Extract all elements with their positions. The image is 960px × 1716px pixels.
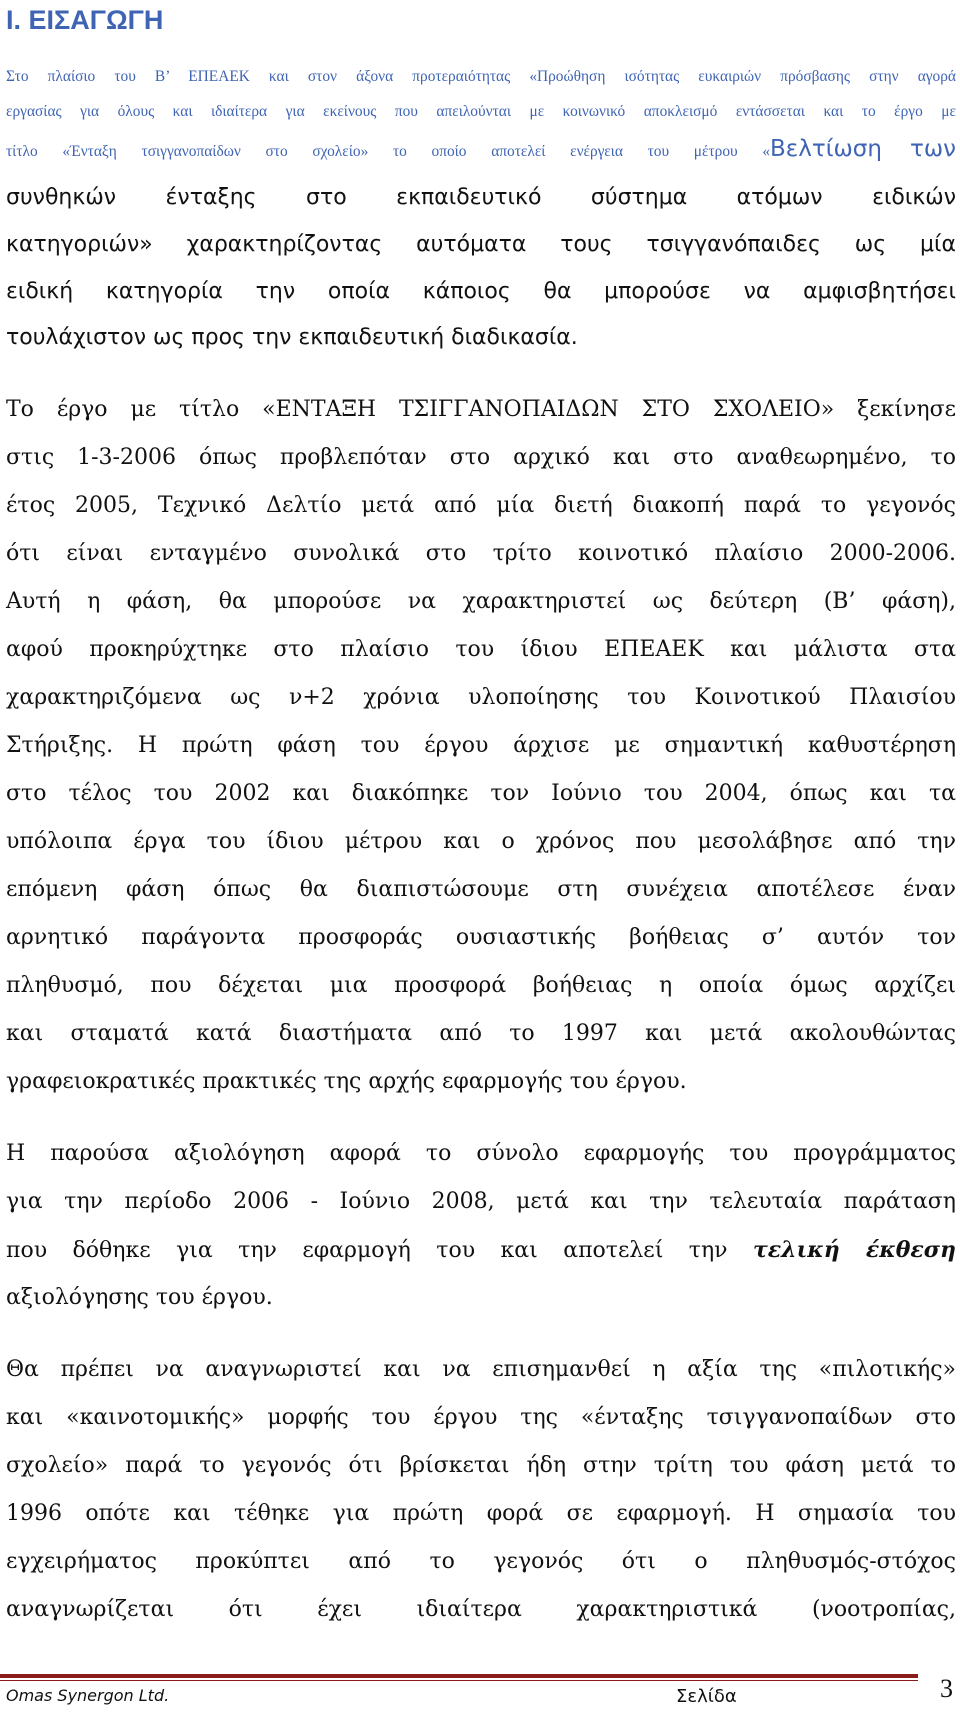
page-number: 3 (940, 1674, 953, 1703)
para2-line-text: που δόθηκε για την εφαρμογή του και αποτελεί την (6, 1238, 753, 1263)
para1-line: έτος 2005, Τεχνικό Δελτίο μετά από μία διετή διακοπή παρά το γεγονός (6, 493, 956, 518)
intro-line-1: Στο πλαίσιο του Β’ ΕΠΕΑΕΚ και στον άξονα προτεραιότητας «Προώθηση ισότητας ευκαιριών πρόσβασης στην αγορά (6, 68, 956, 85)
intro-line-7: τουλάχιστον ως προς την εκπαιδευτική διαδικασία. (6, 325, 578, 350)
para1-line: υπόλοιπα έργα του ίδιου μέτρου και ο χρόνος που μεσολάβησε από την (6, 829, 956, 854)
intro-line-5: κατηγοριών» χαρακτηρίζοντας αυτόματα τους τσιγγανόπαιδες ως μία (6, 232, 956, 257)
para3-line: Θα πρέπει να αναγνωριστεί και να επισημανθεί η αξία της «πιλοτικής» (6, 1357, 956, 1382)
para1-line: γραφειοκρατικές πρακτικές της αρχής εφαρμογής του έργου. (6, 1069, 687, 1094)
para3-line: σχολείο» παρά το γεγονός ότι βρίσκεται ήδη στην τρίτη του φάση μετά το (6, 1453, 956, 1478)
para1-line: αφού προκηρύχτηκε στο πλαίσιο του ίδιου ΕΠΕΑΕΚ και μάλιστα στα (6, 637, 956, 662)
footer-rule-thin (0, 1680, 918, 1681)
para1-line: στο τέλος του 2002 και διακόπηκε τον Ιούνιο του 2004, όπως και τα (6, 781, 956, 806)
para1-line: και σταματά κατά διαστήματα από το 1997 και μετά ακολουθώντας (6, 1021, 956, 1046)
para1-line: Στήριξης. Η πρώτη φάση του έργου άρχισε με σημαντική καθυστέρηση (6, 733, 956, 758)
para1-line: πληθυσμό, που δέχεται μια προσφορά βοήθειας η οποία όμως αρχίζει (6, 973, 956, 998)
intro-line-3 (6, 134, 956, 164)
para2-line: Η παρούσα αξιολόγηση αφορά το σύνολο εφαρμογής του προγράμματος (6, 1141, 956, 1166)
para1-line: επόμενη φάση όπως θα διαπιστώσουμε στη συνέχεια αποτέλεσε έναν (6, 877, 956, 902)
footer-page-label: Σελίδα (676, 1686, 737, 1707)
footer-company: Omas Synergon Ltd. (6, 1686, 170, 1705)
section-heading: I. ΕΙΣΑΓΩΓΗ (6, 5, 164, 35)
intro-line-6: ειδική κατηγορία την οποία κάποιος θα μπορούσε να αμφισβητήσει (6, 279, 956, 304)
final-report-emphasis: τελική έκθεση (753, 1237, 956, 1263)
para2-line (6, 1232, 956, 1268)
para3-line: αναγνωρίζεται ότι έχει ιδιαίτερα χαρακτηριστικά (νοοτροπίας, (6, 1597, 956, 1622)
para1-line: Το έργο με τίτλο «ΕΝΤΑΞΗ ΤΣΙΓΓΑΝΟΠΑΙΔΩΝ ΣΤΟ ΣΧΟΛΕΙΟ» ξεκίνησε (6, 397, 956, 422)
para2-line: αξιολόγησης του έργου. (6, 1285, 273, 1310)
para1-line: στις 1-3-2006 όπως προβλεπόταν στο αρχικό και στο αναθεωρημένο, το (6, 445, 956, 470)
para1-line: Αυτή η φάση, θα μπορούσε να χαρακτηριστεί ως δεύτερη (Β’ φάση), (6, 589, 956, 614)
intro-line-3-big: Βελτίωση των (770, 136, 956, 162)
para1-line: αρνητικό παράγοντα προσφοράς ουσιαστικής βοήθειας σ’ αυτόν τον (6, 925, 956, 950)
para1-line: ότι είναι ενταγμένο συνολικά στο τρίτο κοινοτικό πλαίσιο 2000-2006. (6, 541, 956, 566)
para2-line: για την περίοδο 2006 - Ιούνιο 2008, μετά και την τελευταία παράταση (6, 1189, 956, 1214)
para3-line: 1996 οπότε και τέθηκε για πρώτη φορά σε εφαρμογή. Η σημασία του (6, 1501, 956, 1526)
para1-line: χαρακτηριζόμενα ως ν+2 χρόνια υλοποίησης του Κοινοτικού Πλαισίου (6, 685, 956, 710)
intro-line-4: συνθηκών ένταξης στο εκπαιδευτικό σύστημα ατόμων ειδικών (6, 185, 956, 210)
para3-line: εγχειρήματος προκύπτει από το γεγονός ότι ο πληθυσμός-στόχος (6, 1549, 956, 1574)
intro-line-2: εργασίας για όλους και ιδιαίτερα για εκείνους που απειλούνται με κοινωνικό αποκλεισμό εντάσσεται και το έργο με (6, 103, 956, 120)
para3-line: και «καινοτομικής» μορφής του έργου της «ένταξης τσιγγανοπαίδων στο (6, 1405, 956, 1430)
footer-rule-thick (0, 1674, 918, 1678)
intro-line-3-small: τίτλο «Ένταξη τσιγγανοπαίδων στο σχολείο» το οποίο αποτελεί ενέργεια του μέτρου « (6, 143, 771, 160)
